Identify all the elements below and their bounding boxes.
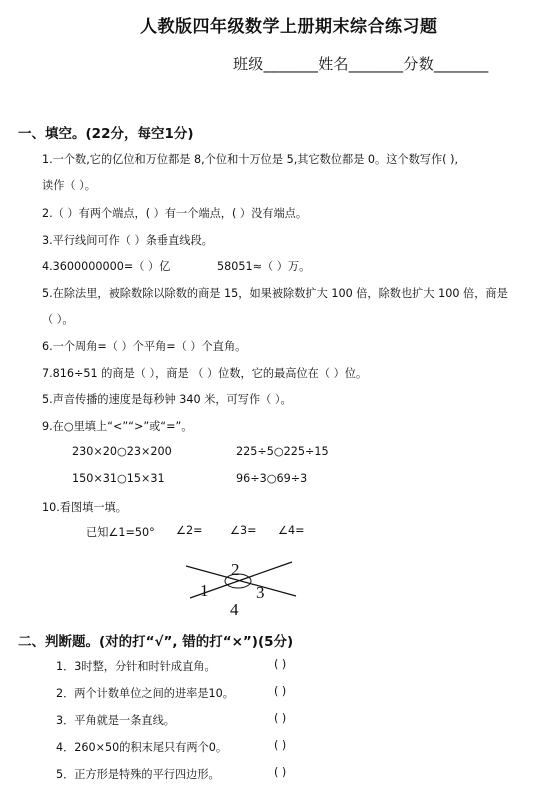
q10-given: 已知∠1=50° — [86, 526, 155, 539]
question-10: 10.看图填一填。 — [42, 501, 127, 514]
question-4a: 4.3600000000=（ ）亿 — [42, 260, 171, 273]
student-info-line: 班级_______姓名_______分数_______ — [233, 55, 489, 73]
question-8: 5.声音传播的速度是每秒钟 340 米，可写作（ ）。 — [42, 393, 292, 406]
judgment-item-2: 2．两个计数单位之间的进率是10。 — [56, 687, 234, 700]
question-1-line2: 读作（ ）。 — [42, 179, 96, 192]
diagram-label-3: 3 — [256, 583, 265, 602]
question-9: 9.在○里填上“<”“>”或“=”。 — [42, 420, 193, 433]
compare-item-3: 150×31○15×31 — [72, 472, 165, 485]
diagram-label-2: 2 — [231, 560, 240, 579]
section1-heading: 一、填空。(22分，每空1分) — [18, 126, 194, 142]
q10-angle2: ∠2= — [176, 524, 203, 537]
judgment-item-1: 1．3时整，分针和时针成直角。 — [56, 660, 216, 673]
judgment-answer-4[interactable]: ( ) — [274, 739, 287, 752]
section2-heading: 二、判断题。(对的打“√”, 错的打“×”)(5分) — [18, 634, 294, 650]
judgment-item-5: 5．正方形是特殊的平行四边形。 — [56, 768, 220, 781]
page-title: 人教版四年级数学上册期末综合练习题 — [140, 17, 438, 37]
question-6: 6.一个周角=（ ）个平角=（ ）个直角。 — [42, 340, 247, 353]
judgment-answer-5[interactable]: ( ) — [274, 766, 287, 779]
question-1-line1: 1.一个数,它的亿位和万位都是 8,个位和十万位是 5,其它数位都是 0。这个数写作( ), — [42, 153, 459, 166]
judgment-item-3: 3．平角就是一条直线。 — [56, 714, 175, 727]
diagram-label-1: 1 — [200, 581, 209, 600]
judgment-answer-1[interactable]: ( ) — [274, 658, 287, 671]
compare-item-1: 230×20○23×200 — [72, 445, 172, 458]
question-3: 3.平行线间可作（ ）条垂直线段。 — [42, 234, 213, 247]
angle-diagram — [180, 558, 300, 620]
question-5-line2: （ ）。 — [42, 313, 74, 326]
judgment-item-4: 4．260×50的积末尾只有两个0。 — [56, 741, 228, 754]
question-4b: 58051≈（ ）万。 — [217, 260, 311, 273]
q10-angle3: ∠3= — [230, 524, 257, 537]
diagram-label-4: 4 — [230, 600, 239, 619]
judgment-answer-3[interactable]: ( ) — [274, 712, 287, 725]
question-7: 7.816÷51 的商是（ ），商是 （ ）位数，它的最高位在（ ）位。 — [42, 367, 368, 380]
q10-angle4: ∠4= — [278, 524, 305, 537]
question-2: 2.（ ）有两个端点，( ）有一个端点，( ）没有端点。 — [42, 207, 308, 220]
judgment-answer-2[interactable]: ( ) — [274, 685, 287, 698]
compare-item-2: 225÷5○225÷15 — [236, 445, 329, 458]
compare-item-4: 96÷3○69÷3 — [236, 472, 308, 485]
question-5-line1: 5.在除法里，被除数除以除数的商是 15，如果被除数扩大 100 倍，除数也扩大 100 倍，商是 — [42, 287, 508, 300]
